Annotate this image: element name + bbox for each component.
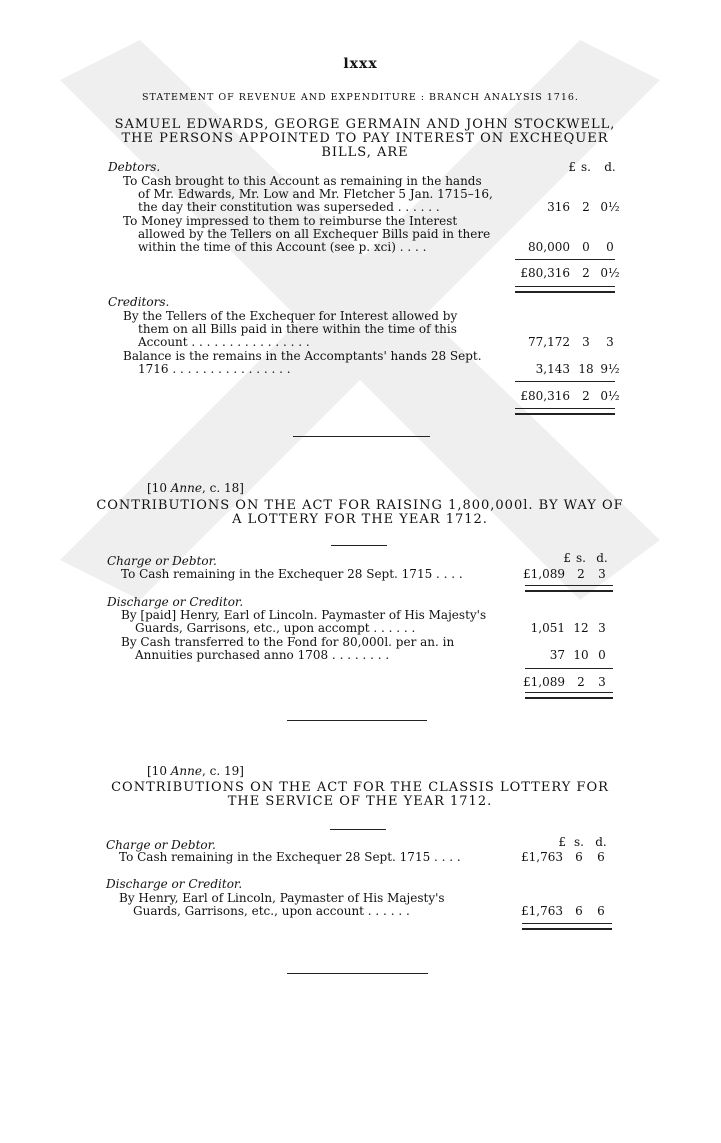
- total-double-rule: [515, 286, 615, 293]
- section-divider: [287, 973, 428, 974]
- ledger-line: the day their constitution was superseded . . . . . .: [138, 200, 440, 214]
- total-pence: 0½: [600, 266, 620, 280]
- ledger-line: By Cash transferred to the Fond for 80,000l. per an. in: [121, 635, 455, 649]
- amount-pounds: 77,172: [528, 335, 570, 349]
- total-double-rule: [525, 585, 613, 592]
- ledger-line: To Cash brought to this Account as remaining in the hands: [123, 174, 482, 188]
- amount-pounds: 316: [547, 200, 570, 214]
- amount-pence: 0: [598, 648, 606, 662]
- amount-shillings: 10: [573, 648, 589, 662]
- subtotal-rule: [515, 259, 615, 260]
- ledger-line: To Cash remaining in the Exchequer 28 Sept. 1715 . . . .: [119, 850, 461, 864]
- amount-shillings: 6: [575, 904, 583, 918]
- total-double-rule: [515, 408, 615, 415]
- amount-shillings: 0: [582, 240, 590, 254]
- ledger-line: Annuities purchased anno 1708 . . . . . . . .: [135, 648, 390, 662]
- section-divider: [287, 720, 427, 721]
- section-title-line: BILLS, ARE: [321, 145, 409, 160]
- total-shillings: 2: [582, 389, 590, 403]
- ledger-line: 1716 . . . . . . . . . . . . . . . .: [138, 362, 291, 376]
- running-head: STATEMENT OF REVENUE AND EXPENDITURE : BRANCH ANALYSIS 1716.: [142, 92, 579, 103]
- amount-pounds: 80,000: [528, 240, 570, 254]
- pounds-header: £: [568, 160, 576, 174]
- ledger-line: To Money impressed to them to reimburse the Interest: [123, 214, 458, 228]
- pence-header: d.: [604, 160, 616, 174]
- ledger-line: By the Tellers of the Exchequer for Interest allowed by: [123, 309, 458, 323]
- section-divider: [293, 436, 430, 437]
- amount-pounds: 37: [549, 648, 565, 662]
- amount-pence: 6: [597, 850, 605, 864]
- section-title-line: THE SERVICE OF THE YEAR 1712.: [227, 794, 493, 809]
- amount-shillings: 2: [577, 567, 585, 581]
- total-double-rule: [525, 692, 613, 699]
- amount-pence: 3: [598, 621, 606, 635]
- amount-pounds: £1,763: [521, 850, 563, 864]
- ledger-line: Guards, Garrisons, etc., upon account . . . . . .: [133, 904, 410, 918]
- total-pence: 0½: [600, 389, 620, 403]
- amount-pounds: 1,051: [530, 621, 565, 635]
- amount-shillings: 12: [573, 621, 589, 635]
- discharge-label: Discharge or Creditor.: [106, 877, 243, 891]
- page-number: lxxx: [343, 56, 378, 72]
- amount-pence: 6: [597, 904, 605, 918]
- debtors-label: Debtors.: [108, 160, 161, 174]
- pounds-header: £: [563, 551, 571, 565]
- discharge-label: Discharge or Creditor.: [107, 595, 244, 609]
- amount-pence: 3: [606, 335, 614, 349]
- subtotal-rule: [525, 668, 613, 669]
- amount-pounds: £1,089: [523, 567, 565, 581]
- ledger-line: By Henry, Earl of Lincoln, Paymaster of His Majesty's: [119, 891, 445, 905]
- ledger-line: allowed by the Tellers on all Exchequer Bills paid in there: [138, 227, 491, 241]
- shillings-header: s.: [581, 160, 591, 174]
- amount-shillings: 2: [582, 200, 590, 214]
- title-rule: [330, 829, 386, 830]
- ledger-line: Guards, Garrisons, etc., upon accompt . . . . . .: [135, 621, 416, 635]
- amount-shillings: 3: [582, 335, 590, 349]
- total-pence: 3: [598, 675, 606, 689]
- total-pounds: £1,089: [523, 675, 565, 689]
- pounds-header: £: [558, 835, 566, 849]
- total-shillings: 2: [577, 675, 585, 689]
- section-title-line: CONTRIBUTIONS ON THE ACT FOR THE CLASSIS LOTTERY FOR: [111, 780, 609, 795]
- amount-pence: 3: [598, 567, 606, 581]
- total-pounds: £80,316: [520, 266, 570, 280]
- ledger-line: Balance is the remains in the Accomptants' hands 28 Sept.: [123, 349, 482, 363]
- amount-pence: 9½: [600, 362, 620, 376]
- act-reference: [10 Anne, c. 18]: [147, 481, 244, 495]
- act-reference: [10 Anne, c. 19]: [147, 764, 244, 778]
- amount-shillings: 6: [575, 850, 583, 864]
- section-title-line: CONTRIBUTIONS ON THE ACT FOR RAISING 1,800,000l. BY WAY OF: [96, 498, 624, 513]
- title-rule: [331, 545, 387, 546]
- amount-shillings: 18: [578, 362, 594, 376]
- amount-pounds: 3,143: [535, 362, 570, 376]
- ledger-line: them on all Bills paid in there within the time of this: [138, 322, 457, 336]
- amount-pounds: £1,763: [521, 904, 563, 918]
- shillings-header: s.: [576, 551, 586, 565]
- charge-label: Charge or Debtor.: [107, 554, 217, 568]
- pence-header: d.: [595, 835, 607, 849]
- ledger-line: By [paid] Henry, Earl of Lincoln. Paymaster of His Majesty's: [121, 608, 487, 622]
- ledger-line: To Cash remaining in the Exchequer 28 Sept. 1715 . . . .: [121, 567, 463, 581]
- total-shillings: 2: [582, 266, 590, 280]
- shillings-header: s.: [574, 835, 584, 849]
- section-title-line: THE PERSONS APPOINTED TO PAY INTEREST ON EXCHEQUER: [121, 131, 609, 146]
- ledger-line: of Mr. Edwards, Mr. Low and Mr. Fletcher 5 Jan. 1715–16,: [138, 187, 493, 201]
- creditors-label: Creditors.: [108, 295, 170, 309]
- subtotal-rule: [515, 381, 615, 382]
- pence-header: d.: [596, 551, 608, 565]
- charge-label: Charge or Debtor.: [106, 838, 216, 852]
- section-title-line: A LOTTERY FOR THE YEAR 1712.: [232, 512, 488, 527]
- section-title-line: SAMUEL EDWARDS, GEORGE GERMAIN AND JOHN STOCKWELL,: [114, 117, 616, 132]
- total-pounds: £80,316: [520, 389, 570, 403]
- ledger-line: within the time of this Account (see p. xci) . . . .: [138, 240, 427, 254]
- amount-pence: 0: [606, 240, 614, 254]
- amount-pence: 0½: [600, 200, 620, 214]
- ledger-line: Account . . . . . . . . . . . . . . . .: [138, 335, 310, 349]
- total-double-rule: [522, 923, 612, 930]
